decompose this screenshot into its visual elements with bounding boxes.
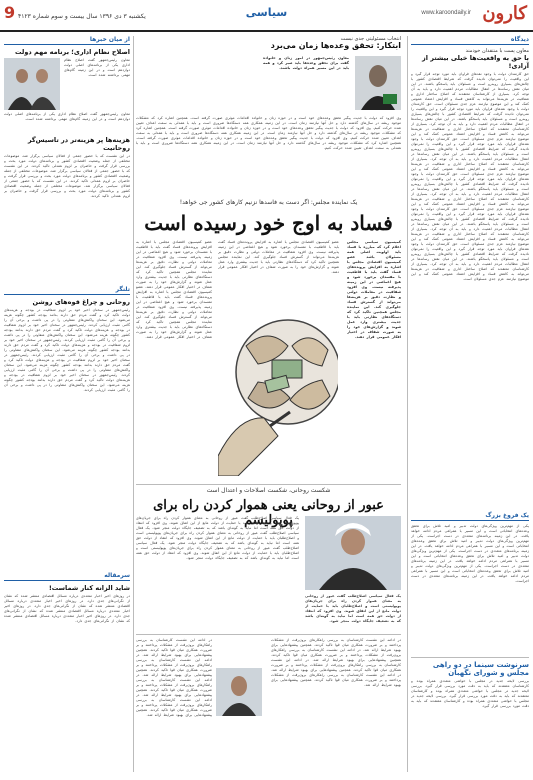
person-photo-icon (216, 668, 262, 716)
article-body: در ادامه این نشست کارشناسان به بررسی راهکارهای برون‌رفت از مشکلات پرداختند و بر ضرورت همکاری میان قوا تاکید کردند. همچنین پیشنهادهایی برای بهبود شرایط ارائه شد. در ادامه این نشست کارشناسان به بررسی راهکارهای برون‌رفت از مشکلات پرداختند و بر ضرورت همکاری میان قوا تاکید کردند. همچنین پیشنهادهایی برای بهبود شرایط ارائه شد. در ادامه این نشست کارشناسان به بررسی راهکارهای برون‌رفت از مشکلات پرداختند و بر ضرورت همکاری میان قوا تاکید کردند. همچنین پیشنهادهایی برای بهبود شرایط ارائه شد. در ادامه این نشست کارشناسان به بررسی راهکارهای برون‌رفت از مشکلات پرداختند و بر ضرورت همکاری میان قوا تاکید کردند. همچنین پیشنهادهایی برای بهبود شرایط ارائه شد. (136, 638, 212, 717)
article-title: ابتکار: تحقق وعده‌ها زمان می‌برد (270, 41, 401, 50)
article-kicker: انتخاب مسئولیتی جدی نیست (340, 36, 401, 42)
column-header: دیدگاه (411, 36, 529, 45)
article-body: بررسی لایحه جدید در مجلس با حواشی متعددی همراه بوده و کارشناسان معتقدند که باید به دقت مورد بررسی قرار گیرد. بررسی لایحه جدید در مجلس با حواشی متعددی همراه بوده و کارشناسان معتقدند که باید به دقت مورد بررسی قرار گیرد. بررسی لایحه جدید در مجلس با حواشی متعددی همراه بوده و کارشناسان معتقدند که باید به دقت مورد بررسی قرار گیرد. (411, 679, 529, 708)
article-title: شاید الزانه کنار شماست! (48, 584, 130, 592)
article-title: با حق به واقعیت‌ها خیلی بیشتر از آزادی! (421, 54, 529, 70)
column-header: یک فروغ بزرگ (411, 512, 529, 521)
article-title: روحانی و چراغ قوه‌های روشن (32, 298, 130, 306)
main-story-title: فساد به اوج خود رسیده است (144, 211, 393, 235)
article-body: در این نشست که با حضور جمعی از فعالان سیاسی برگزار شد، موضوعات مختلفی از جمله وضعیت اقتصادی کشور و برنامه‌های دولت مورد بحث و بررسی قرار گرفت و حاضران بر لزوم همدلی تاکید کردند. در این نشست که با حضور جمعی از فعالان سیاسی برگزار شد، موضوعات مختلفی از جمله وضعیت اقتصادی کشور و برنامه‌های دولت مورد بحث و بررسی قرار گرفت و حاضران بر لزوم همدلی تاکید کردند. در این نشست که با حضور جمعی از فعالان سیاسی برگزار شد، موضوعات مختلفی از جمله وضعیت اقتصادی کشور و برنامه‌های دولت مورد بحث و بررسی قرار گرفت و حاضران بر لزوم همدلی تاکید کردند. (4, 154, 130, 198)
article-body: معاون رئیس‌جمهور گفت اصلاح نظام اداری یکی از برنامه‌های اصلی دولت دوازدهم است و در این زمینه گام‌های مهمی برداشته شده است. (4, 112, 130, 121)
dateline: یکشنبه ۳ دی ۱۳۹۶ سال بیست و سوم شماره ۴۱۲۳ (18, 13, 146, 20)
photo-speaker (355, 56, 401, 110)
second-story-title: عبور از روحانی یعنی هموار کردن راه برای پوپولیسم (153, 498, 384, 528)
article-body: وی افزود که دولت با جدیت پیگیر تحقق وعده‌های خود است و در حوزه زنان و خانواده اقدامات موثری صورت گرفته است. همچنین اشاره کرد که مشکلات موجود ریشه در سال‌های گذشته دارد و حل آنها نیازمند زمان است. در این زمینه همکاری همه دستگاه‌ها ضروری است و باید با همدلی به سمت اهداف تعیین شده حرکت کنیم. وی افزود که دولت با جدیت پیگیر تحقق وعده‌های خود است و در حوزه زنان و خانواده اقدامات موثری صورت گرفته است. همچنین اشاره کرد که مشکلات موجود ریشه در سال‌های گذشته دارد و حل آنها نیازمند زمان است. در این زمینه همکاری همه دستگاه‌ها ضروری است و باید با همدلی به سمت اهداف تعیین شده حرکت کنیم. وی افزود که دولت با جدیت پیگیر تحقق وعده‌های خود است و در حوزه زنان و خانواده اقدامات موثری صورت گرفته است. همچنین اشاره کرد که مشکلات موجود ریشه در سال‌های گذشته دارد و حل آنها نیازمند زمان است. در این زمینه همکاری همه دستگاه‌ها ضروری است و باید با همدلی به سمت اهداف تعیین شده حرکت کنیم. (136, 116, 401, 150)
bottom-story (136, 638, 401, 774)
section-title: سیاسی (245, 6, 288, 19)
article-body: یک فعال سیاسی اصلاح‌طلب گفت عبور از روحانی به معنای هموار کردن راه برای جریان‌های پوپولیستی است و اصلاح‌طلبان باید با حمایت از دولت مانع از این اتفاق شوند. وی افزود که انتقاد از دولت حق همه است اما نباید به گونه‌ای باشد که به تضعیف جایگاه دولت منجر شود. یک فعال سیاسی اصلاح‌طلب گفت عبور از روحانی به معنای هموار کردن راه برای جریان‌های پوپولیستی است و اصلاح‌طلبان باید با حمایت از دولت مانع از این اتفاق شوند. وی افزود که انتقاد از دولت حق همه است اما نباید به گونه‌ای باشد که به تضعیف جایگاه دولت منجر شود. یک فعال سیاسی اصلاح‌طلب گفت عبور از روحانی به معنای هموار کردن راه برای جریان‌های پوپولیستی است و اصلاح‌طلبان باید با حمایت از دولت مانع از این اتفاق شوند. وی افزود که انتقاد از دولت حق همه است اما نباید به گونه‌ای باشد که به تضعیف جایگاه دولت منجر شود. (136, 516, 299, 560)
group-photo-icon (4, 58, 60, 110)
photo-speaker (216, 668, 262, 716)
article-body: عضو کمیسیون اقتصادی مجلس با اشاره به افزایش پرونده‌های فساد گفت باید با قاطعیت با مفسدان برخورد شود و هیچ اغماضی در این زمینه پذیرفته نیست. وی افزود شفافیت در معاملات دولتی و نظارت دقیق بر هزینه‌ها می‌تواند از گسترش فساد جلوگیری کند. این نماینده مجلس همچنین تاکید کرد که دستگاه‌های نظارتی باید با جدیت بیشتری وارد عمل شوند و گزارش‌های خود را به صورت شفاف در اختیار افکار عمومی قرار دهند. عضو کمیسیون اقتصادی مجلس با اشاره به افزایش پرونده‌های فساد گفت باید با قاطعیت با مفسدان برخورد شود و هیچ اغماضی در این زمینه پذیرفته نیست. وی افزود شفافیت در معاملات دولتی و نظارت دقیق بر هزینه‌ها می‌تواند از گسترش فساد جلوگیری کند. این نماینده مجلس همچنین تاکید کرد که دستگاه‌های نظارتی باید با جدیت بیشتری وارد عمل شوند و گزارش‌های خود را به صورت شفاف در اختیار افکار عمومی قرار دهند. (136, 240, 212, 339)
second-story (136, 516, 401, 632)
website-url: www.karoondaily.ir (421, 10, 471, 16)
right-column (411, 36, 529, 506)
article-body: رئیس‌جمهور در سخنان اخیر خود بر لزوم شفافیت در بودجه و هزینه‌های دولت تاکید کرد و گفت مردم حق دارند بدانند بودجه کشور چگونه هزینه می‌شود. این سخنان واکنش‌های متفاوتی را در پی داشت و برخی آن را گامی مثبت ارزیابی کردند. رئیس‌جمهور در سخنان اخیر خود بر لزوم شفافیت در بودجه و هزینه‌های دولت تاکید کرد و گفت مردم حق دارند بدانند بودجه کشور چگونه هزینه می‌شود. این سخنان واکنش‌های متفاوتی را در پی داشت و برخی آن را گامی مثبت ارزیابی کردند. رئیس‌جمهور در سخنان اخیر خود بر لزوم شفافیت در بودجه و هزینه‌های دولت تاکید کرد و گفت مردم حق دارند بدانند بودجه کشور چگونه هزینه می‌شود. این سخنان واکنش‌های متفاوتی را در پی داشت و برخی آن را گامی مثبت ارزیابی کردند. رئیس‌جمهور در سخنان اخیر خود بر لزوم شفافیت در بودجه و هزینه‌های دولت تاکید کرد و گفت مردم حق دارند بدانند بودجه کشور چگونه هزینه می‌شود. این سخنان واکنش‌های متفاوتی را در پی داشت و برخی آن را گامی مثبت ارزیابی کردند. رئیس‌جمهور در سخنان اخیر خود بر لزوم شفافیت در بودجه و هزینه‌های دولت تاکید کرد و گفت مردم حق دارند بدانند بودجه کشور چگونه هزینه می‌شود. این سخنان واکنش‌های متفاوتی را در پی داشت و برخی آن را گامی مثبت ارزیابی کردند. (4, 308, 130, 392)
article-title: اصلاح نظام اداری؛ برنامه مهم دولت (15, 48, 130, 56)
article-lead: کمیسیون سیاسی مجلس اعلام کرد که مبارزه با فساد باید اولویت اصلی همه مسئولان باشد عضو کمیسیون اقتصادی مجلس با اشاره به افزایش پرونده‌های فساد گفت باید با قاطعیت با مفسدان برخورد شود و هیچ اغماضی در این زمینه پذیرفته نیست. وی افزود شفافیت در معاملات دولتی و نظارت دقیق بر هزینه‌ها می‌تواند از گسترش فساد جلوگیری کند. این نماینده مجلس همچنین تاکید کرد که دستگاه‌های نظارتی باید با جدیت بیشتری وارد عمل شوند و گزارش‌های خود را به صورت شفاف در اختیار افکار عمومی قرار دهند. (347, 240, 401, 339)
main-story-kicker: یک نماینده مجلس: اگر دست به فاسدها نزنیم کارهای کشور جی خواهد! (179, 199, 358, 206)
article-body: حق کارمندان دولت با وجود نقدهای فراوان باید مورد توجه قرار گیرد و این واقعیت را نمی‌توان نادیده گرفت که شرایط اقتصادی کشور با چالش‌های بسیاری روبه‌رو است و مسئولان باید پاسخگو باشند. در این میان نقش رسانه‌ها در انتقال مطالبات مردم اهمیت دارد و باید به آن توجه کرد. بسیاری از کارشناسان معتقدند که اصلاح ساختار اداری و شفافیت در هزینه‌ها می‌تواند به کاهش فساد و افزایش اعتماد عمومی کمک کند و این موضوع نیازمند عزم جدی مسئولان است. حق کارمندان دولت با وجود نقدهای فراوان باید مورد توجه قرار گیرد و این واقعیت را نمی‌توان نادیده گرفت که شرایط اقتصادی کشور با چالش‌های بسیاری روبه‌رو است و مسئولان باید پاسخگو باشند. در این میان نقش رسانه‌ها در انتقال مطالبات مردم اهمیت دارد و باید به آن توجه کرد. بسیاری از کارشناسان معتقدند که اصلاح ساختار اداری و شفافیت در هزینه‌ها می‌تواند به کاهش فساد و افزایش اعتماد عمومی کمک کند و این موضوع نیازمند عزم جدی مسئولان است. حق کارمندان دولت با وجود نقدهای فراوان باید مورد توجه قرار گیرد و این واقعیت را نمی‌توان نادیده گرفت که شرایط اقتصادی کشور با چالش‌های بسیاری روبه‌رو است و مسئولان باید پاسخگو باشند. در این میان نقش رسانه‌ها در انتقال مطالبات مردم اهمیت دارد و باید به آن توجه کرد. بسیاری از کارشناسان معتقدند که اصلاح ساختار اداری و شفافیت در هزینه‌ها می‌تواند به کاهش فساد و افزایش اعتماد عمومی کمک کند و این موضوع نیازمند عزم جدی مسئولان است. حق کارمندان دولت با وجود نقدهای فراوان باید مورد توجه قرار گیرد و این واقعیت را نمی‌توان نادیده گرفت که شرایط اقتصادی کشور با چالش‌های بسیاری روبه‌رو است و مسئولان باید پاسخگو باشند. در این میان نقش رسانه‌ها در انتقال مطالبات مردم اهمیت دارد و باید به آن توجه کرد. بسیاری از کارشناسان معتقدند که اصلاح ساختار اداری و شفافیت در هزینه‌ها می‌تواند به کاهش فساد و افزایش اعتماد عمومی کمک کند و این موضوع نیازمند عزم جدی مسئولان است. حق کارمندان دولت با وجود نقدهای فراوان باید مورد توجه قرار گیرد و این واقعیت را نمی‌توان نادیده گرفت که شرایط اقتصادی کشور با چالش‌های بسیاری روبه‌رو است و مسئولان باید پاسخگو باشند. در این میان نقش رسانه‌ها در انتقال مطالبات مردم اهمیت دارد و باید به آن توجه کرد. بسیاری از کارشناسان معتقدند که اصلاح ساختار اداری و شفافیت در هزینه‌ها می‌تواند به کاهش فساد و افزایش اعتماد عمومی کمک کند و این موضوع نیازمند عزم جدی مسئولان است. حق کارمندان دولت با وجود نقدهای فراوان باید مورد توجه قرار گیرد و این واقعیت را نمی‌توان نادیده گرفت که شرایط اقتصادی کشور با چالش‌های بسیاری روبه‌رو است و مسئولان باید پاسخگو باشند. در این میان نقش رسانه‌ها در انتقال مطالبات مردم اهمیت دارد و باید به آن توجه کرد. بسیاری از کارشناسان معتقدند که اصلاح ساختار اداری و شفافیت در هزینه‌ها می‌تواند به کاهش فساد و افزایش اعتماد عمومی کمک کند و این موضوع نیازمند عزم جدی مسئولان است. (411, 72, 529, 281)
top-story (136, 36, 401, 196)
person-photo-icon (355, 56, 401, 110)
article-body: در ادامه این نشست کارشناسان به بررسی راهکارهای برون‌رفت از مشکلات پرداختند و بر ضرورت همکاری میان قوا تاکید کردند. همچنین پیشنهادهایی برای بهبود شرایط ارائه شد. در ادامه این نشست کارشناسان به بررسی راهکارهای برون‌رفت از مشکلات پرداختند و بر ضرورت همکاری میان قوا تاکید کردند. همچنین پیشنهادهایی برای بهبود شرایط ارائه شد. در ادامه این نشست کارشناسان به بررسی راهکارهای برون‌رفت از مشکلات پرداختند و بر ضرورت همکاری میان قوا تاکید کردند. همچنین پیشنهادهایی برای بهبود شرایط ارائه شد. در ادامه این نشست کارشناسان به بررسی راهکارهای برون‌رفت از مشکلات پرداختند و بر ضرورت همکاری میان قوا تاکید کردند. همچنین پیشنهادهایی برای بهبود شرایط ارائه شد. (271, 638, 401, 687)
column-header: تلنگر (4, 286, 130, 295)
divider (136, 484, 401, 485)
article-body: در روزهای اخیر اخبار متعددی درباره مسائل اقتصادی منتشر شده که نشان از نگرانی‌های جدی دارد. در روزهای اخیر اخبار متعددی درباره مسائل اقتصادی منتشر شده که نشان از نگرانی‌های جدی دارد. در روزهای اخیر اخبار متعددی درباره مسائل اقتصادی منتشر شده که نشان از نگرانی‌های جدی دارد. در روزهای اخیر اخبار متعددی درباره مسائل اقتصادی منتشر شده که نشان از نگرانی‌های جدی دارد. (4, 594, 130, 623)
left-column (4, 36, 130, 774)
corruption-illustration (218, 286, 338, 476)
person-photo-icon (305, 516, 401, 590)
article-body: عضو کمیسیون اقتصادی مجلس با اشاره به افزایش پرونده‌های فساد گفت باید با قاطعیت با مفسدان برخورد شود و هیچ اغماضی در این زمینه پذیرفته نیست. وی افزود شفافیت در معاملات دولتی و نظارت دقیق بر هزینه‌ها می‌تواند از گسترش فساد جلوگیری کند. این نماینده مجلس همچنین تاکید کرد که دستگاه‌های نظارتی باید با جدیت بیشتری وارد عمل شوند و گزارش‌های خود را به صورت شفاف در اختیار افکار عمومی قرار دهند. (218, 240, 339, 274)
main-story (136, 240, 401, 480)
column-header: از میان خبرها (4, 36, 130, 45)
second-story-kicker: شکست روحانی، شکست اصلاحات و اعتدال است (206, 487, 331, 494)
column-divider (407, 36, 408, 772)
article-body: یکی از مهم‌ترین ویژگی‌های دولت تدبیر و امید تلاش برای تحقق وعده‌های انتخاباتی است و این مسیر با همراهی مردم ادامه خواهد یافت. در این زمینه برنامه‌های متعددی در دست اجراست. یکی از مهم‌ترین ویژگی‌های دولت تدبیر و امید تلاش برای تحقق وعده‌های انتخاباتی است و این مسیر با همراهی مردم ادامه خواهد یافت. در این زمینه برنامه‌های متعددی در دست اجراست. یکی از مهم‌ترین ویژگی‌های دولت تدبیر و امید تلاش برای تحقق وعده‌های انتخاباتی است و این مسیر با همراهی مردم ادامه خواهد یافت. در این زمینه برنامه‌های متعددی در دست اجراست. یکی از مهم‌ترین ویژگی‌های دولت تدبیر و امید تلاش برای تحقق وعده‌های انتخاباتی است و این مسیر با همراهی مردم ادامه خواهد یافت. در این زمینه برنامه‌های متعددی در دست اجراست. (411, 524, 529, 583)
photo-rouhani (305, 516, 401, 590)
article-lead: معاون رئیس‌جمهور در امور زنان و خانواده گفت برای تحقق وعده‌ها باید صبر کرد و همه باید در این مسیر همراه دولت باشند. (263, 56, 349, 70)
column-divider (133, 36, 134, 772)
divider (411, 657, 529, 658)
right-bottom-column (411, 512, 529, 774)
article-title: سرنوشت سینما در دو راهی مجلس و شورای نگهبان (432, 661, 529, 677)
article-title: هزینه‌ها پر هزینه‌تر در تاسیس‌گر روحانیت (27, 136, 130, 152)
page-header (0, 0, 533, 32)
column-header: سرمقاله (4, 572, 130, 581)
photo-officials (4, 58, 60, 110)
article-lead: یک فعال سیاسی اصلاح‌طلب گفت عبور از روحانی به معنای هموار کردن راه برای جریان‌های پوپولیستی است و اصلاح‌طلبان باید با حمایت از دولت مانع از این اتفاق شوند. وی افزود که انتقاد از دولت حق همه است اما نباید به گونه‌ای باشد که به تضعیف جایگاه دولت منجر شود. (305, 594, 401, 623)
article-body: معاون رئیس‌جمهور گفت اصلاح نظام اداری یکی از برنامه‌های اصلی دولت دوازدهم است و در این زمینه گام‌های مهمی برداشته شده است. (64, 58, 130, 77)
newspaper-logo: کارون (482, 3, 527, 24)
article-kicker: معاون پست با منتقدان خودمند (465, 48, 529, 54)
article-block (4, 58, 130, 112)
divider (136, 634, 401, 635)
page-number: 9 (4, 3, 16, 22)
